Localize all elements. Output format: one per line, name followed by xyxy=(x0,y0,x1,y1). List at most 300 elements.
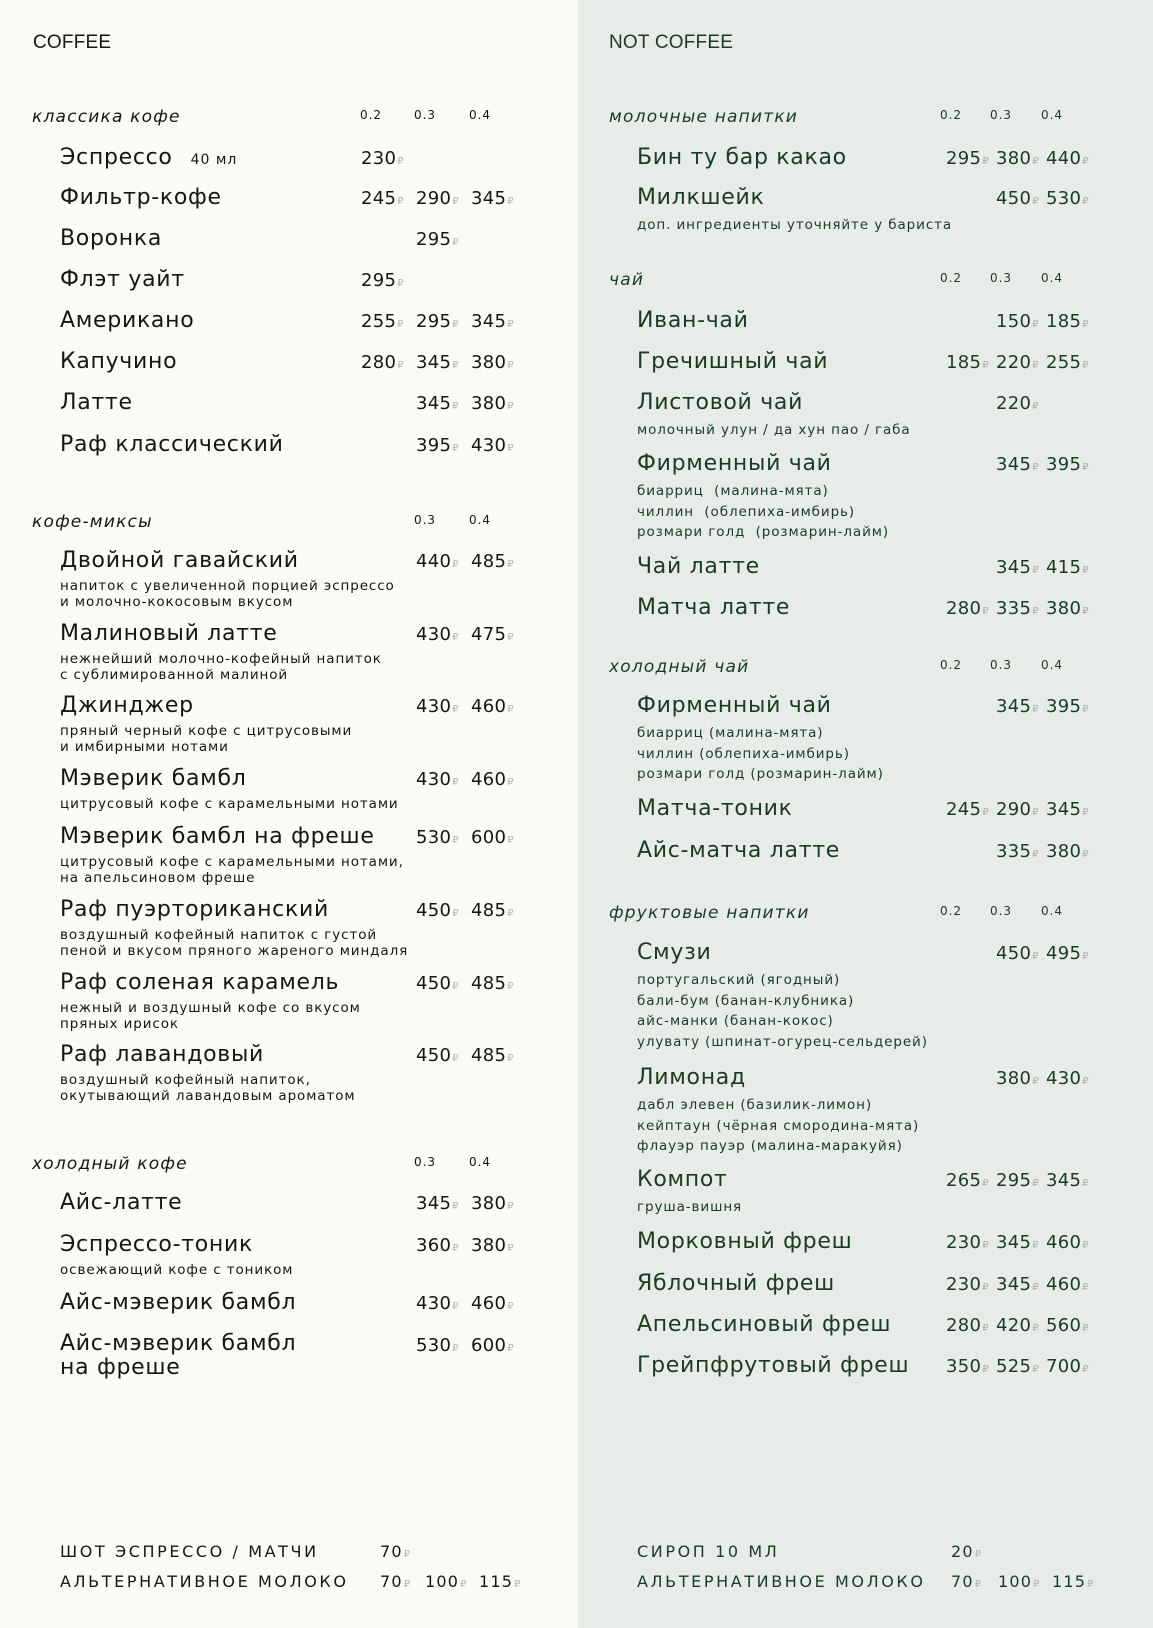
item-name-text: Фирменный чай xyxy=(637,451,832,476)
price xyxy=(1046,557,1089,578)
price-value: 525 xyxy=(996,1356,1032,1377)
item-name-text: Раф лавандовый xyxy=(60,1042,265,1067)
menu-item-name xyxy=(60,308,194,333)
ruble-icon: ₽ xyxy=(1032,951,1039,962)
item-name-text: Компот xyxy=(637,1167,728,1192)
price-value: 380 xyxy=(996,1068,1032,1089)
menu-item-description: биарриц (малина-мята) чиллин (облепиха-имбирь) розмари голд (розмарин-лайм) xyxy=(637,483,889,540)
ruble-icon: ₽ xyxy=(1082,606,1089,617)
size-header: 0.3 xyxy=(413,108,437,122)
price xyxy=(1046,841,1089,862)
ruble-icon: ₽ xyxy=(397,278,404,289)
ruble-icon: ₽ xyxy=(982,1364,989,1375)
price-value: 70 xyxy=(951,1572,974,1591)
price-value: 295 xyxy=(361,270,397,291)
section-title: классика кофе xyxy=(32,107,181,127)
ruble-icon: ₽ xyxy=(460,1579,467,1590)
price-value: 485 xyxy=(471,973,507,994)
price-value: 280 xyxy=(946,1315,982,1336)
menu-item-name xyxy=(637,1271,835,1296)
ruble-icon: ₽ xyxy=(1032,807,1039,818)
menu-item-name xyxy=(637,451,832,476)
ruble-icon: ₽ xyxy=(982,156,989,167)
ruble-icon: ₽ xyxy=(1032,1076,1039,1087)
price-value: 360 xyxy=(416,1235,452,1256)
item-name-text: Листовой чай xyxy=(637,390,804,415)
item-name-text: Лимонад xyxy=(637,1065,746,1090)
ruble-icon: ₽ xyxy=(452,1053,459,1064)
price xyxy=(946,148,989,169)
ruble-icon: ₽ xyxy=(507,559,514,570)
price xyxy=(996,352,1039,373)
extra-item-name: АЛЬТЕРНАТИВНОЕ МОЛОКО xyxy=(637,1572,926,1591)
price xyxy=(996,1170,1039,1191)
price-value: 450 xyxy=(996,943,1032,964)
price xyxy=(946,1232,989,1253)
menu-item-name xyxy=(637,1229,852,1254)
price-value: 495 xyxy=(1046,943,1082,964)
item-name-text: Гречишный чай xyxy=(637,349,829,374)
price xyxy=(946,1315,989,1336)
price xyxy=(946,799,989,820)
price xyxy=(416,352,459,373)
price-value: 295 xyxy=(416,311,452,332)
extra-item-name: ШОТ ЭСПРЕССО / МАТЧИ xyxy=(60,1542,319,1561)
menu-item-name xyxy=(60,1042,264,1067)
item-name-text: Айс-латте xyxy=(60,1190,183,1215)
item-name-text: Грейпфрутовый фреш xyxy=(637,1353,910,1378)
price xyxy=(1046,1315,1089,1336)
menu-item-name xyxy=(60,1190,182,1215)
menu-item-description: цитрусовый кофе с карамельными нотами xyxy=(60,796,399,812)
price xyxy=(380,1542,410,1561)
ruble-icon: ₽ xyxy=(507,1201,514,1212)
size-header: 0.2 xyxy=(359,108,383,122)
price xyxy=(996,1274,1039,1295)
price-value: 460 xyxy=(471,1293,507,1314)
price xyxy=(996,1315,1039,1336)
menu-item-description: молочный улун / да хун пао / габа xyxy=(637,422,911,438)
price xyxy=(946,352,989,373)
ruble-icon: ₽ xyxy=(1082,1076,1089,1087)
price-value: 420 xyxy=(996,1315,1032,1336)
menu-item-name xyxy=(637,940,711,965)
menu-item-name xyxy=(60,185,222,210)
price xyxy=(416,900,459,921)
menu-item-description: дабл элевен (базилик-лимон) кейптаун (чёрная смородина-мята) флауэр пауэр (малина-маракуйя) xyxy=(637,1097,920,1154)
item-name-text: Фирменный чай xyxy=(637,693,832,718)
size-header: 0.2 xyxy=(939,108,963,122)
price xyxy=(1046,598,1089,619)
price xyxy=(416,551,459,572)
price xyxy=(361,352,404,373)
price-value: 380 xyxy=(471,352,507,373)
menu-item-description: освежающий кофе с тоником xyxy=(60,1262,294,1278)
size-header: 0.3 xyxy=(413,1155,437,1169)
price xyxy=(946,598,989,619)
ruble-icon: ₽ xyxy=(452,908,459,919)
size-header: 0.4 xyxy=(468,108,492,122)
ruble-icon: ₽ xyxy=(1082,849,1089,860)
ruble-icon: ₽ xyxy=(507,981,514,992)
ruble-icon: ₽ xyxy=(452,1343,459,1354)
price xyxy=(1046,148,1089,169)
ruble-icon: ₽ xyxy=(452,1243,459,1254)
ruble-icon: ₽ xyxy=(982,1323,989,1334)
ruble-icon: ₽ xyxy=(1032,565,1039,576)
ruble-icon: ₽ xyxy=(452,319,459,330)
ruble-icon: ₽ xyxy=(1032,1178,1039,1189)
price xyxy=(996,799,1039,820)
section-title: чай xyxy=(609,270,645,290)
price-value: 530 xyxy=(1046,188,1082,209)
menu-item-name xyxy=(637,1167,728,1192)
menu-item-name xyxy=(60,766,246,791)
price xyxy=(1046,1356,1089,1377)
price xyxy=(416,393,459,414)
price-value: 530 xyxy=(416,827,452,848)
size-header: 0.3 xyxy=(989,108,1013,122)
price xyxy=(996,841,1039,862)
item-name-text: Апельсиновый фреш xyxy=(637,1312,892,1337)
price xyxy=(946,1170,989,1191)
ruble-icon: ₽ xyxy=(1032,1240,1039,1251)
ruble-icon: ₽ xyxy=(1032,1282,1039,1293)
item-name-text: Раф соленая карамель xyxy=(60,970,340,995)
menu-item-name xyxy=(637,1065,746,1090)
item-name-text: Американо xyxy=(60,308,195,333)
price xyxy=(416,229,459,250)
price-value: 345 xyxy=(996,454,1032,475)
price xyxy=(951,1572,981,1591)
ruble-icon: ₽ xyxy=(1033,1579,1040,1590)
price xyxy=(380,1572,410,1591)
price-value: 255 xyxy=(1046,352,1082,373)
price-value: 280 xyxy=(946,598,982,619)
menu-item-name xyxy=(60,824,375,849)
menu-item-description: цитрусовый кофе с карамельными нотами, на апельсиновом фреше xyxy=(60,854,404,886)
price xyxy=(996,943,1039,964)
ruble-icon: ₽ xyxy=(452,237,459,248)
not-coffee-column xyxy=(578,0,1153,1628)
price xyxy=(416,1293,459,1314)
ruble-icon: ₽ xyxy=(1082,1323,1089,1334)
menu-item-name xyxy=(637,1353,909,1378)
price-value: 460 xyxy=(471,769,507,790)
ruble-icon: ₽ xyxy=(507,401,514,412)
ruble-icon: ₽ xyxy=(1082,1240,1089,1251)
ruble-icon: ₽ xyxy=(397,156,404,167)
price-value: 350 xyxy=(946,1356,982,1377)
price xyxy=(416,435,459,456)
price-value: 485 xyxy=(471,900,507,921)
price xyxy=(416,973,459,994)
section-title: фруктовые напитки xyxy=(609,903,810,923)
price xyxy=(471,900,514,921)
menu-item-name xyxy=(60,432,284,457)
price-value: 20 xyxy=(951,1542,974,1561)
ruble-icon: ₽ xyxy=(507,1343,514,1354)
size-header: 0.4 xyxy=(1040,904,1064,918)
ruble-icon: ₽ xyxy=(507,1053,514,1064)
item-name-text: Бин ту бар какао xyxy=(637,145,847,170)
section-title: холодный чай xyxy=(609,657,750,677)
menu-item-description: напиток с увеличенной порцией эспрессо и молочно-кокосовым вкусом xyxy=(60,578,395,610)
price-value: 430 xyxy=(471,435,507,456)
ruble-icon: ₽ xyxy=(982,807,989,818)
item-name-text: Раф классический xyxy=(60,432,284,457)
price xyxy=(946,1356,989,1377)
price-value: 100 xyxy=(425,1572,460,1591)
price xyxy=(471,1335,514,1356)
price xyxy=(1046,943,1089,964)
price xyxy=(996,557,1039,578)
ruble-icon: ₽ xyxy=(974,1579,982,1590)
column-title: COFFEE xyxy=(33,32,112,53)
price xyxy=(996,311,1039,332)
ruble-icon: ₽ xyxy=(1082,565,1089,576)
price xyxy=(471,1045,514,1066)
ruble-icon: ₽ xyxy=(1032,156,1039,167)
ruble-icon: ₽ xyxy=(1082,360,1089,371)
price-value: 380 xyxy=(996,148,1032,169)
ruble-icon: ₽ xyxy=(1082,196,1089,207)
menu-item-name xyxy=(637,308,749,333)
extra-item-name: АЛЬТЕРНАТИВНОЕ МОЛОКО xyxy=(60,1572,349,1591)
item-name-text: Фильтр-кофе xyxy=(60,185,222,210)
price-value: 290 xyxy=(996,799,1032,820)
price-value: 220 xyxy=(996,352,1032,373)
size-header: 0.4 xyxy=(1040,108,1064,122)
menu-item-description: нежнейший молочно-кофейный напиток с сублимированной малиной xyxy=(60,651,382,683)
menu-item-name xyxy=(60,145,237,170)
ruble-icon: ₽ xyxy=(982,1240,989,1251)
ruble-icon: ₽ xyxy=(1032,360,1039,371)
ruble-icon: ₽ xyxy=(1082,319,1089,330)
price xyxy=(1046,1068,1089,1089)
price xyxy=(996,696,1039,717)
menu-item-name xyxy=(60,390,133,415)
price-value: 345 xyxy=(471,311,507,332)
item-name-text: Капучино xyxy=(60,349,178,374)
price xyxy=(471,827,514,848)
ruble-icon: ₽ xyxy=(1082,807,1089,818)
price-value: 485 xyxy=(471,1045,507,1066)
menu-item-name xyxy=(637,1312,891,1337)
menu-item-description: воздушный кофейный напиток, окутывающий лавандовым ароматом xyxy=(60,1072,356,1104)
ruble-icon: ₽ xyxy=(452,704,459,715)
price xyxy=(471,352,514,373)
price-value: 450 xyxy=(416,900,452,921)
column-title: NOT COFFEE xyxy=(609,32,734,53)
menu-item-name xyxy=(637,349,828,374)
menu-item-name xyxy=(60,548,299,573)
size-header: 0.4 xyxy=(1040,658,1064,672)
price xyxy=(951,1542,981,1561)
price xyxy=(471,769,514,790)
price-value: 295 xyxy=(946,148,982,169)
price-value: 280 xyxy=(361,352,397,373)
item-name-text: Малиновый латте xyxy=(60,621,278,646)
size-header: 0.2 xyxy=(939,271,963,285)
size-header: 0.4 xyxy=(1040,271,1064,285)
price-value: 115 xyxy=(479,1572,514,1591)
ruble-icon: ₽ xyxy=(1032,196,1039,207)
ruble-icon: ₽ xyxy=(507,319,514,330)
price-value: 345 xyxy=(996,557,1032,578)
price-value: 345 xyxy=(1046,1170,1082,1191)
price-value: 395 xyxy=(1046,454,1082,475)
menu-item-name xyxy=(60,1290,296,1315)
menu-item-description: нежный и воздушный кофе со вкусом пряных ирисок xyxy=(60,1000,361,1032)
price-value: 460 xyxy=(471,696,507,717)
ruble-icon: ₽ xyxy=(397,360,404,371)
price xyxy=(996,393,1039,414)
price-value: 295 xyxy=(416,229,452,250)
price xyxy=(361,311,404,332)
price-value: 600 xyxy=(471,1335,507,1356)
price-value: 530 xyxy=(416,1335,452,1356)
item-name-text: Раф пуэрториканский xyxy=(60,897,329,922)
ruble-icon: ₽ xyxy=(982,1282,989,1293)
section-title: кофе-миксы xyxy=(32,512,153,532)
menu-item-name xyxy=(637,185,764,210)
item-name-text: Айс-матча латте xyxy=(637,838,840,863)
menu-item-name xyxy=(637,145,847,170)
ruble-icon: ₽ xyxy=(1082,156,1089,167)
price xyxy=(471,393,514,414)
ruble-icon: ₽ xyxy=(1032,1323,1039,1334)
section-title: холодный кофе xyxy=(32,1154,188,1174)
ruble-icon: ₽ xyxy=(1082,462,1089,473)
price-value: 395 xyxy=(416,435,452,456)
ruble-icon: ₽ xyxy=(507,632,514,643)
price xyxy=(425,1572,467,1591)
price xyxy=(361,270,404,291)
ruble-icon: ₽ xyxy=(1082,1178,1089,1189)
ruble-icon: ₽ xyxy=(1032,704,1039,715)
price-value: 415 xyxy=(1046,557,1082,578)
price xyxy=(1046,454,1089,475)
ruble-icon: ₽ xyxy=(1032,401,1039,412)
price-value: 345 xyxy=(471,188,507,209)
price xyxy=(479,1572,521,1591)
price-value: 335 xyxy=(996,598,1032,619)
section-title: молочные напитки xyxy=(609,107,799,127)
price xyxy=(416,624,459,645)
extra-item-name: СИРОП 10 МЛ xyxy=(637,1542,780,1561)
price xyxy=(471,551,514,572)
price xyxy=(998,1572,1040,1591)
ruble-icon: ₽ xyxy=(974,1549,982,1560)
ruble-icon: ₽ xyxy=(452,777,459,788)
price xyxy=(471,624,514,645)
ruble-icon: ₽ xyxy=(507,1243,514,1254)
price-value: 485 xyxy=(471,551,507,572)
price xyxy=(416,311,459,332)
ruble-icon: ₽ xyxy=(1032,319,1039,330)
price-value: 430 xyxy=(416,1293,452,1314)
menu-item-description: воздушный кофейный напиток с густой пеной и вкусом пряного жареного миндаля xyxy=(60,927,409,959)
menu-item-name xyxy=(60,897,329,922)
price-value: 345 xyxy=(996,1232,1032,1253)
menu-item-name xyxy=(637,693,832,718)
price-value: 245 xyxy=(946,799,982,820)
item-name-text: Воронка xyxy=(60,226,163,251)
item-name-text: Чай латте xyxy=(637,554,760,579)
price xyxy=(416,1193,459,1214)
price xyxy=(1046,352,1089,373)
price-value: 450 xyxy=(416,1045,452,1066)
price xyxy=(361,148,404,169)
size-header: 0.2 xyxy=(939,658,963,672)
ruble-icon: ₽ xyxy=(403,1579,411,1590)
ruble-icon: ₽ xyxy=(452,835,459,846)
item-name-text: Двойной гавайский xyxy=(60,548,299,573)
menu-item-name xyxy=(60,349,177,374)
ruble-icon: ₽ xyxy=(507,1301,514,1312)
price xyxy=(471,1293,514,1314)
ruble-icon: ₽ xyxy=(1032,606,1039,617)
price-value: 185 xyxy=(946,352,982,373)
price-value: 290 xyxy=(416,188,452,209)
price-value: 255 xyxy=(361,311,397,332)
item-name-text: Айс-мэверик бамбл xyxy=(60,1290,297,1315)
price-value: 380 xyxy=(471,393,507,414)
item-name-text: Иван-чай xyxy=(637,308,749,333)
ruble-icon: ₽ xyxy=(403,1549,411,1560)
ruble-icon: ₽ xyxy=(397,196,404,207)
ruble-icon: ₽ xyxy=(982,360,989,371)
menu-item-name xyxy=(637,390,803,415)
price xyxy=(416,1335,459,1356)
price-value: 430 xyxy=(416,769,452,790)
price-value: 70 xyxy=(380,1572,403,1591)
ruble-icon: ₽ xyxy=(507,196,514,207)
price-value: 265 xyxy=(946,1170,982,1191)
ruble-icon: ₽ xyxy=(1032,1364,1039,1375)
price-value: 230 xyxy=(946,1274,982,1295)
item-name-text: Латте xyxy=(60,390,133,415)
price xyxy=(471,973,514,994)
price-value: 460 xyxy=(1046,1232,1082,1253)
price-value: 560 xyxy=(1046,1315,1082,1336)
price xyxy=(996,1068,1039,1089)
ruble-icon: ₽ xyxy=(452,443,459,454)
price-value: 475 xyxy=(471,624,507,645)
menu-item-description: биарриц (малина-мята) чиллин (облепиха-имбирь) розмари голд (розмарин-лайм) xyxy=(637,725,884,782)
item-name-text: Морковный фреш xyxy=(637,1229,853,1254)
price-value: 230 xyxy=(361,148,397,169)
price xyxy=(946,1274,989,1295)
price-value: 345 xyxy=(416,1193,452,1214)
price-value: 430 xyxy=(1046,1068,1082,1089)
price xyxy=(1046,1274,1089,1295)
price xyxy=(996,598,1039,619)
ruble-icon: ₽ xyxy=(1087,1579,1094,1590)
price-value: 345 xyxy=(416,352,452,373)
size-header: 0.4 xyxy=(468,513,492,527)
price-value: 220 xyxy=(996,393,1032,414)
price xyxy=(996,1232,1039,1253)
price-value: 185 xyxy=(1046,311,1082,332)
ruble-icon: ₽ xyxy=(1032,462,1039,473)
ruble-icon: ₽ xyxy=(452,196,459,207)
ruble-icon: ₽ xyxy=(452,981,459,992)
ruble-icon: ₽ xyxy=(1032,849,1039,860)
ruble-icon: ₽ xyxy=(507,443,514,454)
price xyxy=(471,696,514,717)
